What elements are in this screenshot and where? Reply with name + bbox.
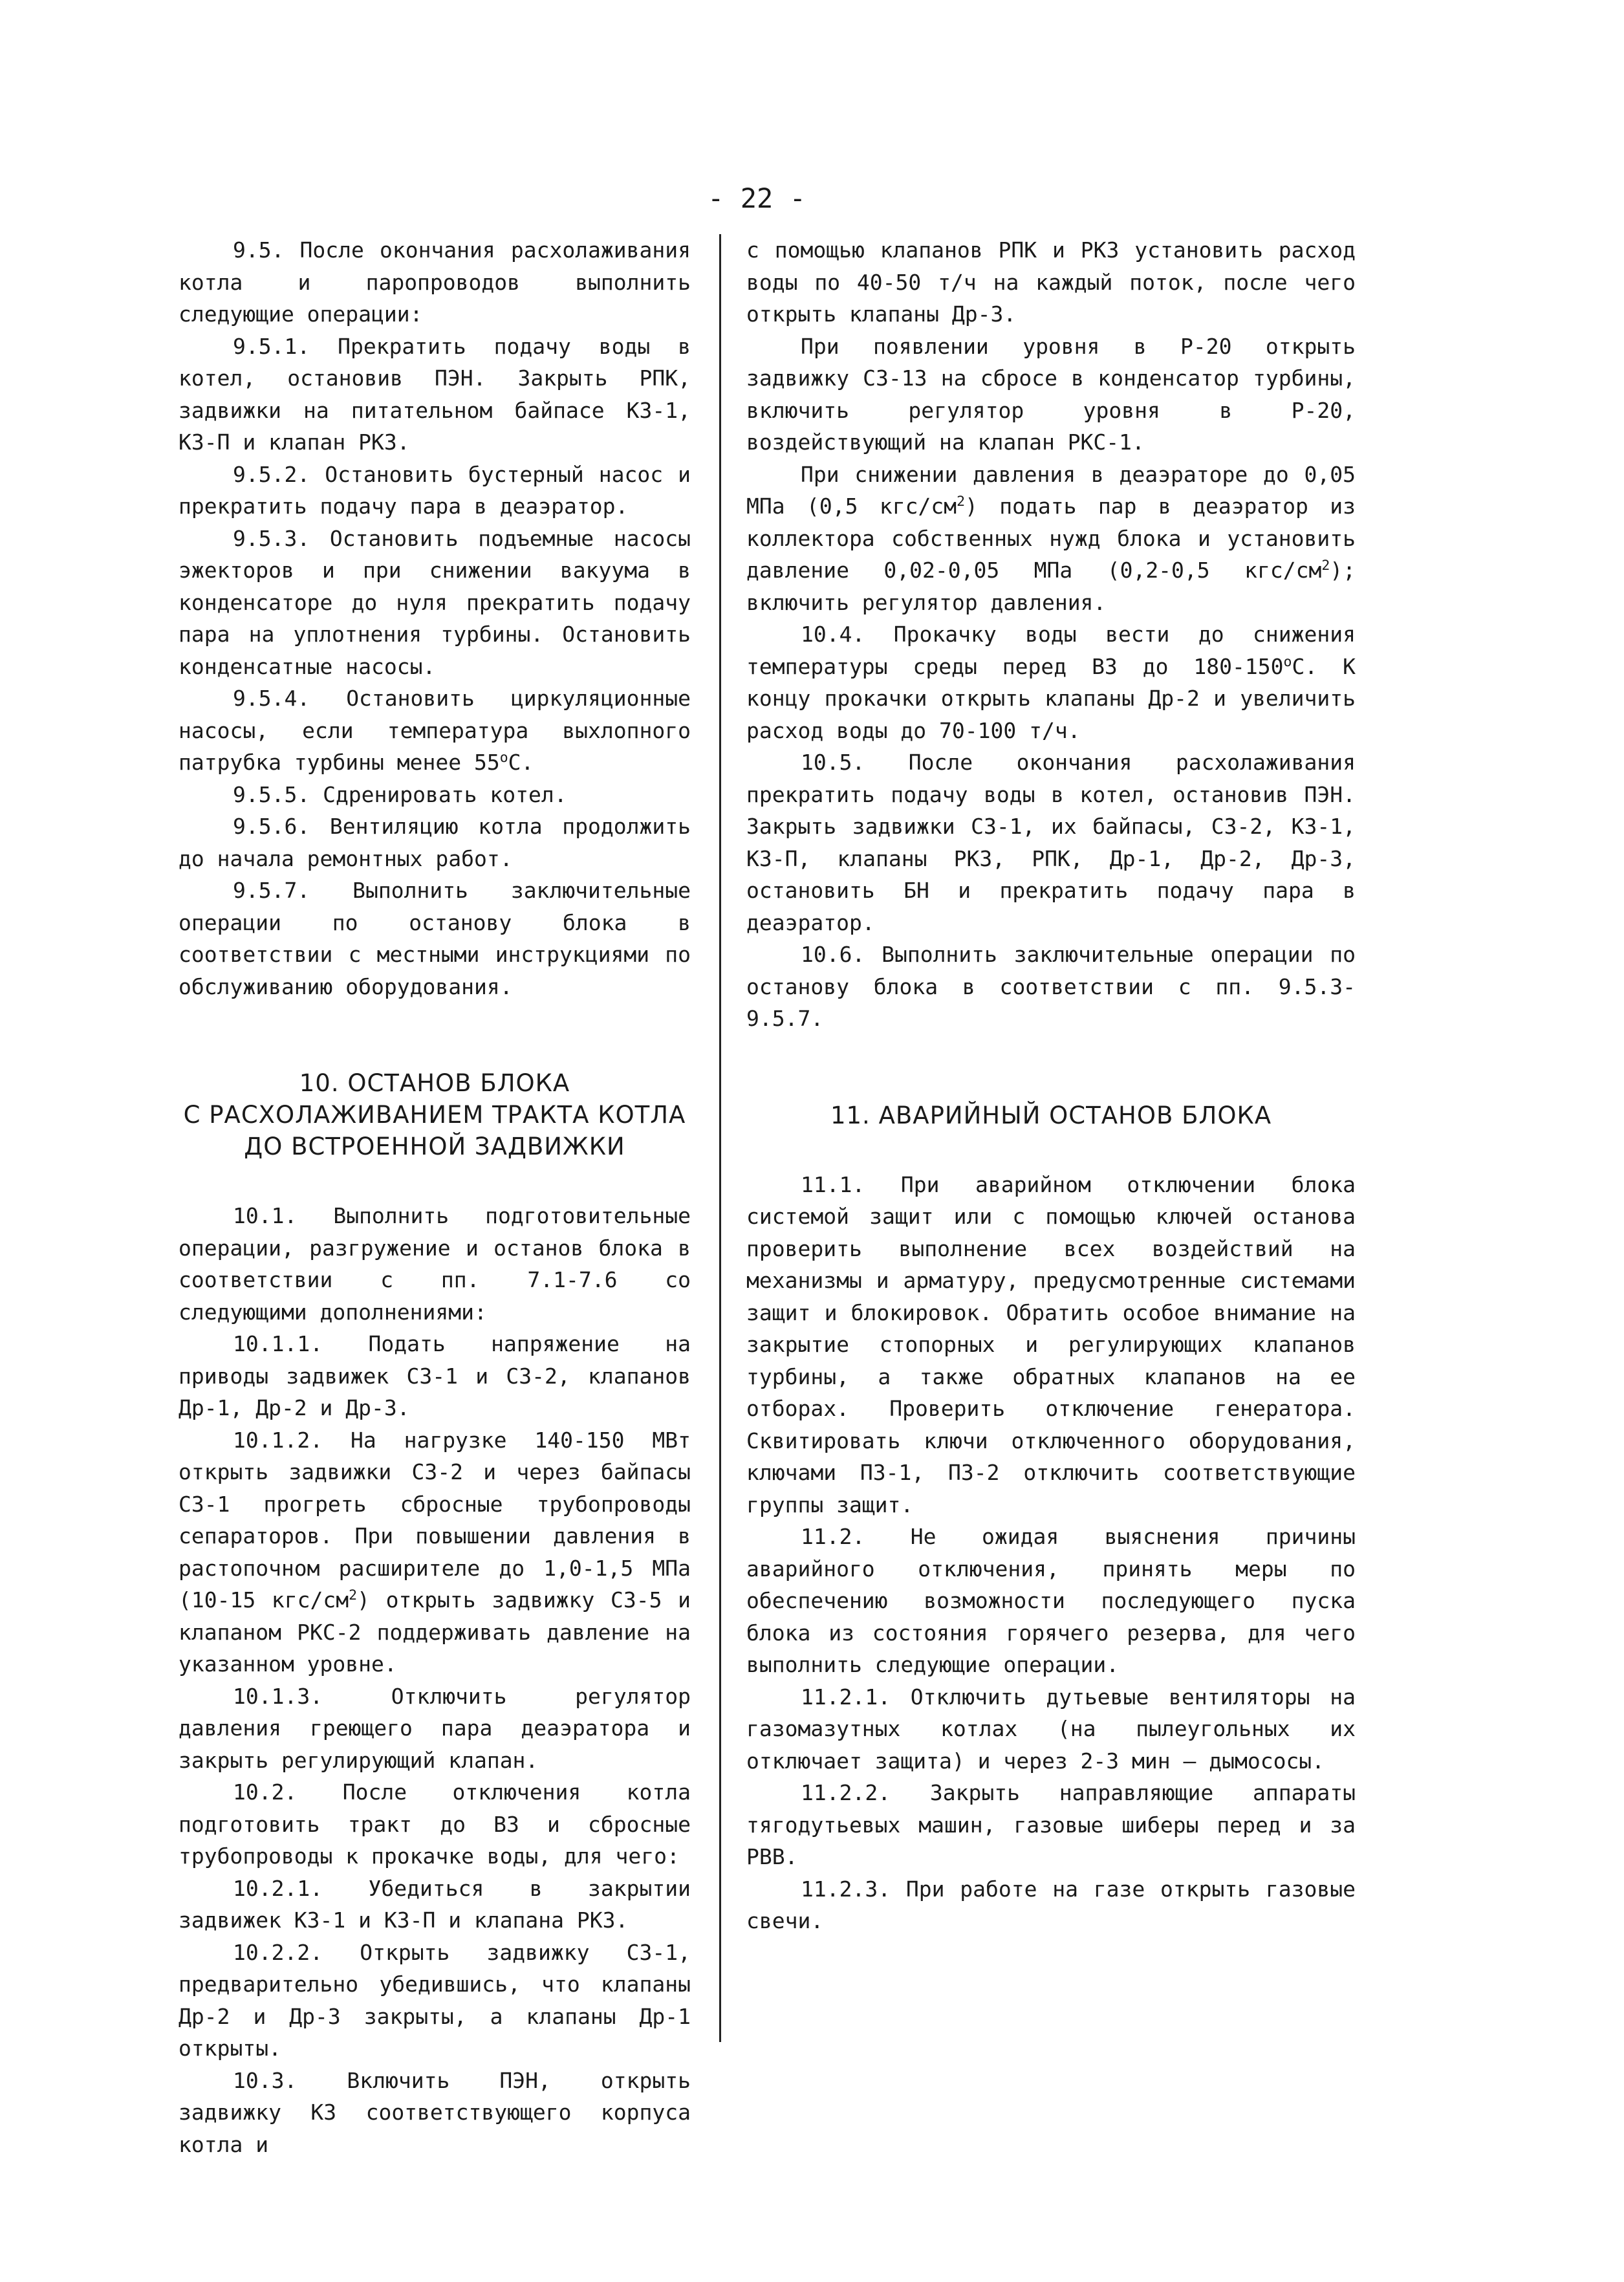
right-column [746,234,1356,1937]
section-10-heading-line: С РАСХОЛАЖИВАНИЕМ ТРАКТА КОТЛА [183,1101,686,1129]
section-10-heading-line: 10. ОСТАНОВ БЛОКА [299,1069,570,1097]
deaerator-text-1: При снижении давления в деаэраторе до 0,05 МПа (0,5 кгс/см [746,461,1356,519]
paragraph-9-5-1: 9.5.1. Прекратить подачу воды в котел, остановив ПЭН. Закрыть РПК, задвижки на питательном байпасе КЗ-1, КЗ-П и клапан РКЗ. [179,333,691,455]
paragraph-10-4 [746,618,1356,746]
paragraph-10-2-2: 10.2.2. Открыть задвижку СЗ-1, предварительно убедившись, что клапаны Др-2 и Др-3 закрыты, а клапаны Др-1 открыты. [179,1939,691,2061]
paragraph-deaerator [746,459,1356,619]
degree-sup: о [499,750,508,766]
paragraph-9-5-7: 9.5.7. Выполнить заключительные операции по останову блока в соответствии с местными инструкциями по обслуживанию оборудования. [179,878,691,999]
page-number: - 22 - [708,182,806,214]
paragraph-10-1-1: 10.1.1. Подать напряжение на приводы задвижек СЗ-1 и СЗ-2, клапанов Др-1, Др-2 и Др-3. [179,1331,691,1420]
paragraph-11-2-2: 11.2.2. Закрыть направляющие аппараты тягодутьевых машин, газовые шиберы перед и за РВВ. [746,1780,1356,1869]
paragraph-11-2-3: 11.2.3. При работе на газе открыть газовые свечи. [746,1876,1356,1933]
deaerator-text-2: ) подать пар в деаэратор из коллектора собственных нужд блока и установить давление 0,02-0,05 МПа (0,2-0,5 кгс/см [746,494,1356,583]
paragraph-r20: При появлении уровня в Р-20 открыть задвижку СЗ-13 на сбросе в конденсатор турбины, включить регулятор уровня в Р-20, воздействующий на клапан РКС-1. [746,333,1356,455]
squared-sup: 2 [1321,558,1330,574]
paragraph-11-2-1: 11.2.1. Отключить дутьевые вентиляторы на газомазутных котлах (на пылеугольных их отключает защита) и через 2-3 мин — дымососы. [746,1684,1356,1774]
paragraph-10-1-2-end: ) открыть задвижку СЗ-5 и клапаном РКС-2 поддерживать давление на указанном уровне. [179,1587,691,1677]
paragraph-10-2-1: 10.2.1. Убедиться в закрытии задвижек КЗ-1 и КЗ-П и клапана РКЗ. [179,1875,691,1933]
paragraph-10-5: 10.5. После окончания расхолаживания прекратить подачу воды в котел, остановив ПЭН. Закрыть задвижки СЗ-1, их байпасы, СЗ-2, КЗ-1, КЗ-П, клапаны РКЗ, РПК, Др-1, Др-2, Др-3, остановить БН и прекратить подачу пара в деаэратор. [746,750,1356,935]
paragraph-10-1-3: 10.1.3. Отключить регулятор давления греющего пара деаэратора и закрыть регулирующий клапан. [179,1683,691,1773]
spacer [746,1131,1356,1169]
paragraph-9-5-2: 9.5.2. Остановить бустерный насос и прекратить подачу пара в деаэратор. [179,461,691,519]
paragraph-11-1: 11.1. При аварийном отключении блока системой защит или с помощью ключей останова проверить выполнение всех воздействий на механизмы и арматуру, предусмотренные системами защит и блокировок. Обратить особое внимание на закрытие стопорных и регулирующих клапанов турбины, а также обратных клапанов на ее отборах. Проверить отключение генератора. Сквитировать ключи отключенного оборудования, ключами ПЗ-1, ПЗ-2 отключить соответствующие группы защит. [746,1171,1356,1517]
section-10-heading [179,1067,691,1162]
paragraph-10-2: 10.2. После отключения котла подготовить тракт до ВЗ и сбросные трубопроводы к прокачке воды, для чего: [179,1779,691,1869]
paragraph-10-4-end: С. К концу прокачки открыть клапаны Др-2 и увеличить расход воды до 70-100 т/ч. [746,653,1356,743]
squared-sup: 2 [957,494,965,510]
paragraph-9-5-6: 9.5.6. Вентиляцию котла продолжить до начала ремонтных работ. [179,814,691,871]
section-11-heading: 11. АВАРИЙНЫЙ ОСТАНОВ БЛОКА [830,1101,1272,1129]
paragraph-9-5: 9.5. После окончания расхолаживания котла и паропроводов выполнить следующие операции: [179,237,691,327]
paragraph-10-1: 10.1. Выполнить подготовительные операции, разгружение и останов блока в соответствии с пп. 7.1-7.6 со следующими дополнениями: [179,1203,691,1325]
deaerator-text-3: ); включить регулятор давления. [746,558,1356,615]
paragraph-9-5-4-end: С. [508,750,534,775]
left-column [179,234,691,2160]
degree-sup: о [1283,653,1292,670]
column-divider [719,234,721,2042]
section-10-heading-line: ДО ВСТРОЕННОЙ ЗАДВИЖКИ [244,1133,625,1160]
paragraph-10-3: 10.3. Включить ПЭН, открыть задвижку КЗ соответствующего корпуса котла и [179,2067,691,2157]
paragraph-10-3-continued: с помощью клапанов РПК и РКЗ установить расход воды по 40-50 т/ч на каждый поток, после чего открыть клапаны Др-3. [746,237,1356,327]
spacer [746,1035,1356,1100]
paragraph-9-5-4-text: 9.5.4. Остановить циркуляционные насосы, если температура выхлопного патрубка турбины менее 55 [179,686,691,775]
paragraph-10-6: 10.6. Выполнить заключительные операции по останову блока в соответствии с пп. 9.5.3-9.5.7. [746,942,1356,1031]
spacer [179,1162,691,1200]
paragraph-11-2: 11.2. Не ожидая выяснения причины аварийного отключения, принять меры по обеспечению возможности последующего пуска блока из состояния горячего резерва, для чего выполнить следующие операции. [746,1524,1356,1677]
squared-sup: 2 [349,1587,358,1603]
paragraph-9-5-3: 9.5.3. Остановить подъемные насосы эжекторов и при снижении вакуума в конденсаторе до нуля прекратить подачу пара на уплотнения турбины. Остановить конденсатные насосы. [179,525,691,679]
spacer [179,1003,691,1067]
paragraph-9-5-4 [179,682,691,779]
paragraph-10-1-2-text: 10.1.2. На нагрузке 140-150 МВт открыть задвижки СЗ-2 и через байпасы СЗ-1 прогреть сбросные трубопроводы сепараторов. При повышении давления в растопочном расширителе до 1,0-1,5 МПа (10-15 кгс/см [179,1427,691,1613]
paragraph-10-4-text: 10.4. Прокачку воды вести до снижения температуры среды перед ВЗ до 180-150 [746,622,1356,679]
paragraph-10-1-2 [179,1424,691,1680]
paragraph-9-5-5: 9.5.5. Сдренировать котел. [233,781,567,807]
